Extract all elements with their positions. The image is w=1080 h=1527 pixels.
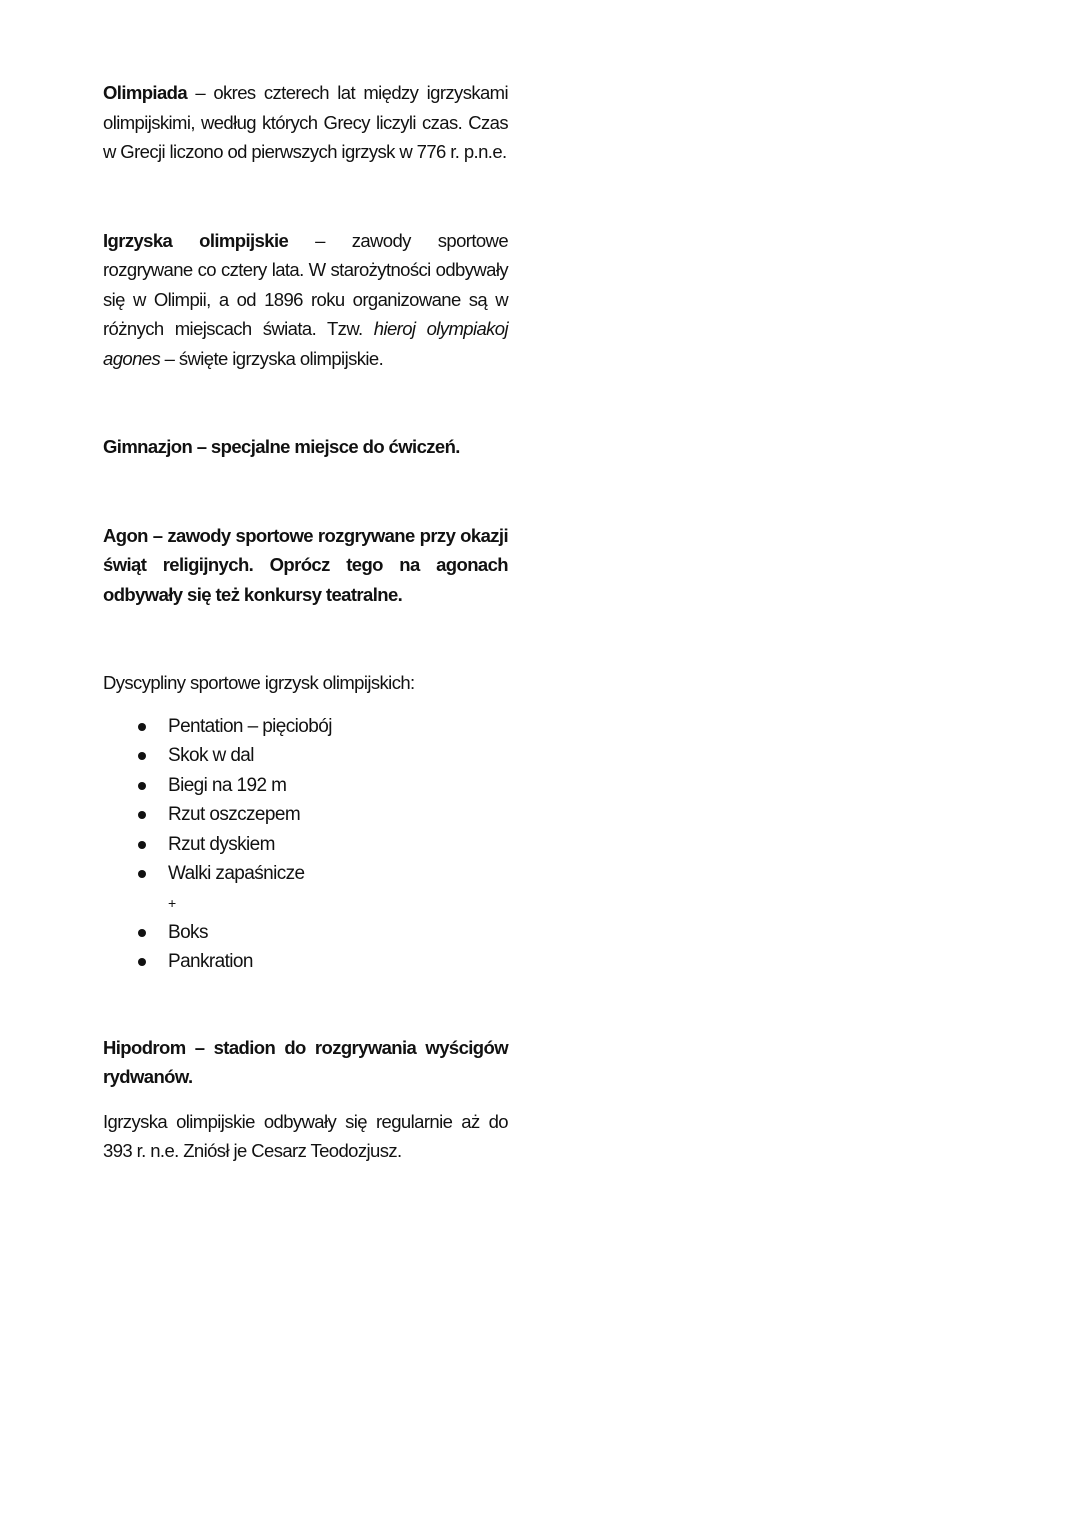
plus-separator: +	[168, 894, 176, 911]
bullet-icon	[138, 811, 146, 819]
list-item: Boks	[103, 918, 508, 948]
document-page	[103, 78, 508, 1166]
bullet-icon	[138, 929, 146, 937]
dyscypliny-list	[103, 712, 508, 977]
igrzyska-term: Igrzyska olimpijskie	[103, 229, 289, 251]
bullet-icon	[138, 958, 146, 966]
bullet-icon	[138, 782, 146, 790]
agon-definition: Agon – zawody sportowe rozgrywane przy okazji świąt religijnych. Oprócz tego na agonach odbywały się też konkursy teatralne.	[103, 524, 508, 605]
olimpiada-term: Olimpiada	[103, 82, 188, 103]
list-item: Rzut oszczepem	[103, 800, 508, 830]
list-item: Skok w dal	[103, 741, 508, 771]
bullet-icon	[138, 870, 146, 878]
list-item: Pentation – pięciobój	[103, 712, 508, 742]
gimnazjon-definition: Gimnazjon – specjalne miejsce do ćwiczeń.	[103, 436, 460, 457]
olimpiada-text: – okres czterech lat między igrzyskami olimpijskimi, według których Grecy liczyli czas. Czas w Grecji liczono od pierwszych igrzysk w 776 r. p.n.e.	[103, 82, 508, 162]
bullet-icon	[138, 752, 146, 760]
dyscypliny-title: Dyscypliny sportowe igrzysk olimpijskich:	[103, 672, 415, 693]
igrzyska-italic: hieroj olympiakoj agones	[103, 318, 508, 369]
list-item: Walki zapaśnicze	[103, 859, 508, 889]
koniec-paragraph: Igrzyska olimpijskie odbywały się regularnie aż do 393 r. n.e. Zniósł je Cesarz Teodozjusz.	[103, 1110, 508, 1161]
list-item: Rzut dyskiem	[103, 830, 508, 860]
list-item: Biegi na 192 m	[103, 771, 508, 801]
list-item: Pankration	[103, 947, 508, 977]
igrzyska-text-a: – zawody sportowe rozgrywane co cztery lata. W starożytności odbywały się w Olimpii, a od 1896 roku organizowane są w różnych miejscach świata. Tzw.	[103, 229, 509, 339]
bullet-icon	[138, 841, 146, 849]
olimpiada-definition	[103, 78, 508, 167]
bullet-icon	[138, 723, 146, 731]
igrzyska-text-b: – święte igrzyska olimpijskie.	[160, 347, 384, 369]
hipodrom-definition: Hipodrom – stadion do rozgrywania wyścigów rydwanów.	[103, 1036, 508, 1087]
igrzyska-definition	[103, 226, 508, 374]
